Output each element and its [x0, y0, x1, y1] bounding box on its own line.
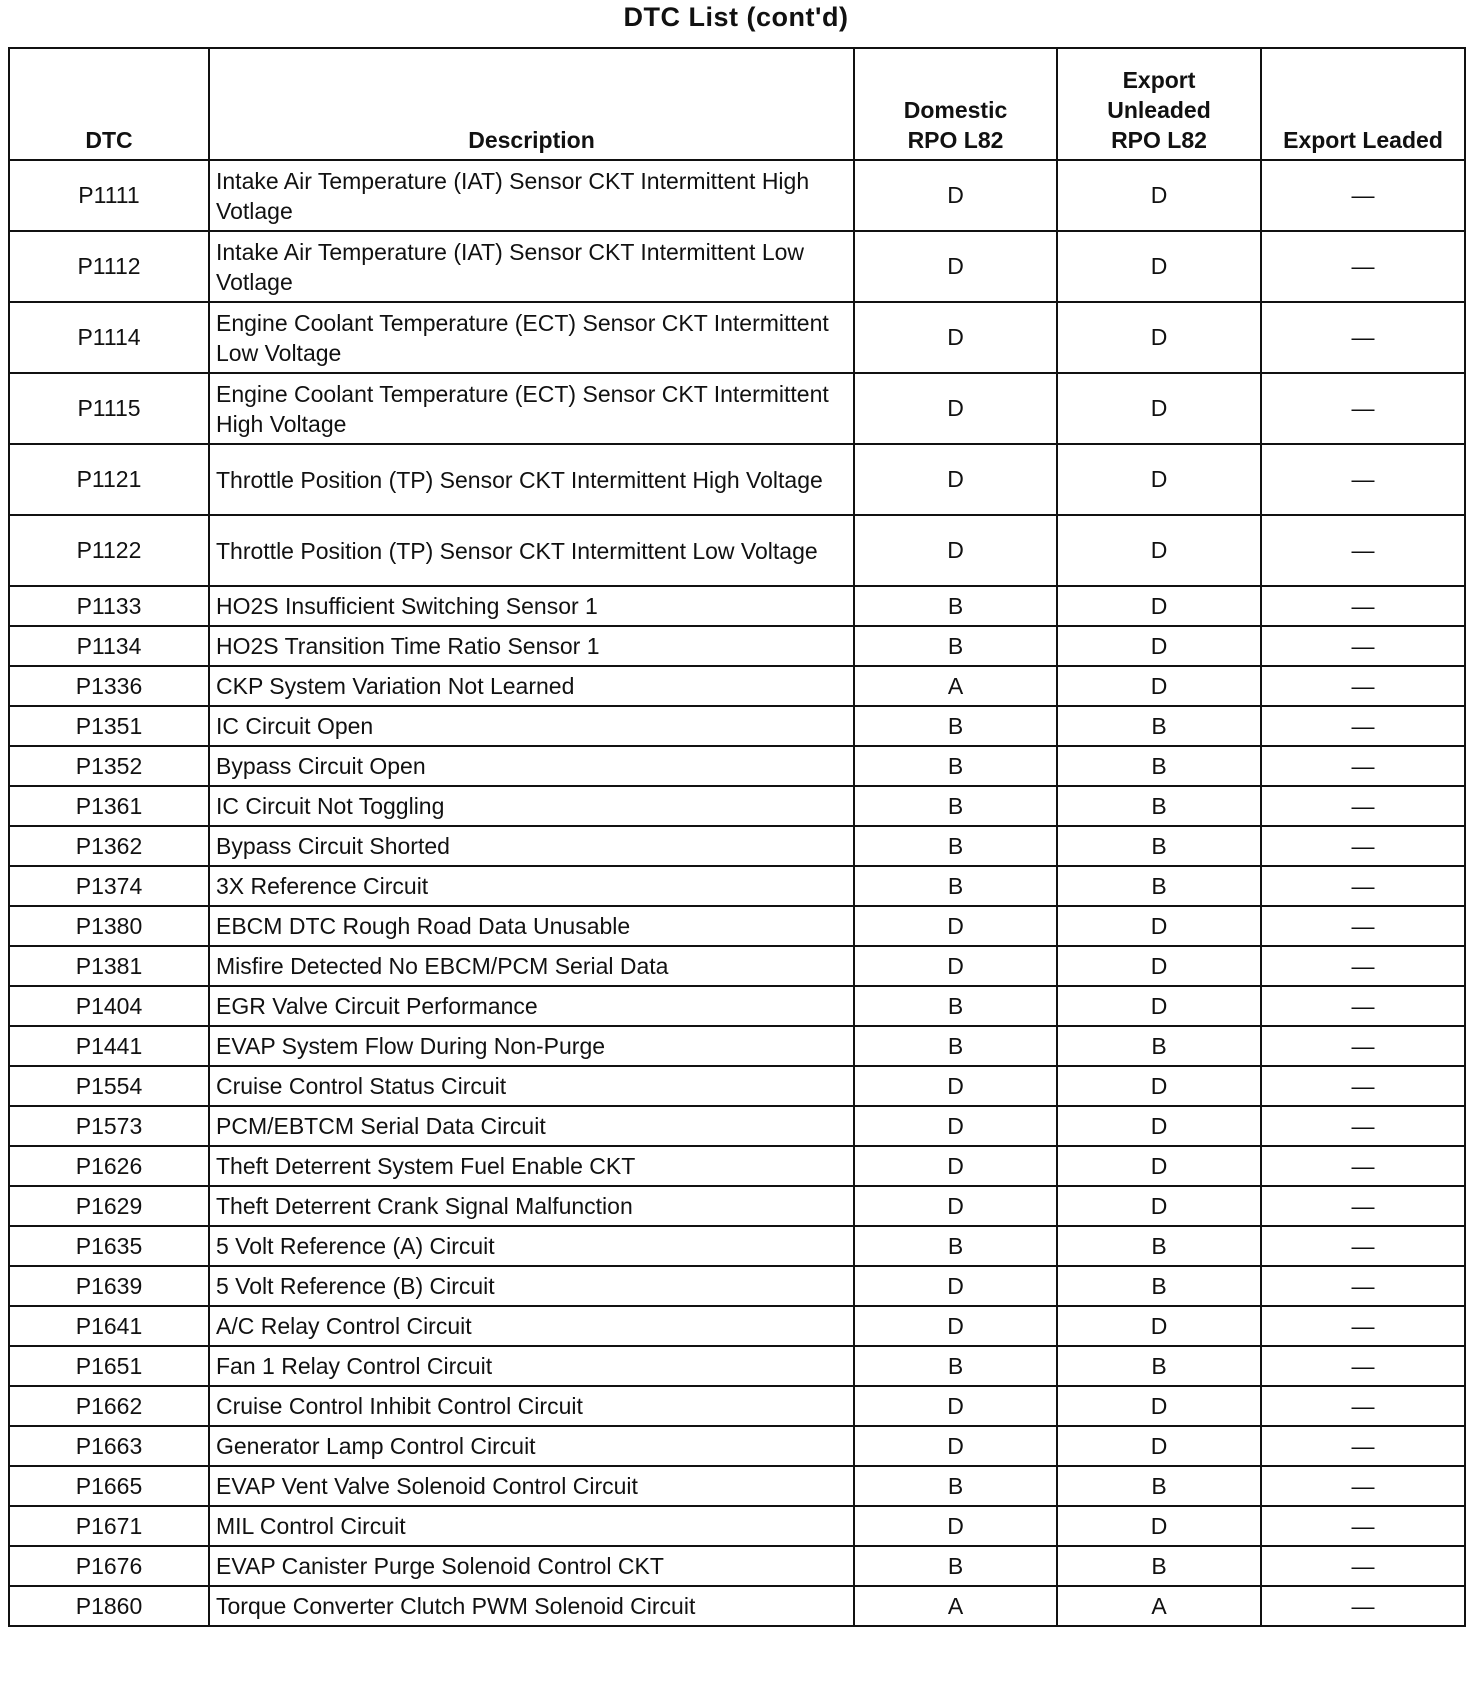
dtc-code-cell: P1651 — [9, 1346, 209, 1386]
dtc-code-cell: P1121 — [9, 444, 209, 515]
export-leaded-cell: — — [1261, 946, 1465, 986]
column-header-export-unleaded: Export Unleaded RPO L82 — [1057, 48, 1261, 160]
description-cell: Theft Deterrent Crank Signal Malfunction — [209, 1186, 854, 1226]
export-leaded-cell: — — [1261, 1026, 1465, 1066]
description-cell: Generator Lamp Control Circuit — [209, 1426, 854, 1466]
table-row — [9, 160, 1465, 231]
table-row — [9, 786, 1465, 826]
domestic-cell: B — [854, 866, 1057, 906]
table-row — [9, 231, 1465, 302]
export-leaded-cell: — — [1261, 986, 1465, 1026]
export-leaded-cell: — — [1261, 626, 1465, 666]
dtc-code-cell: P1662 — [9, 1386, 209, 1426]
export-unleaded-cell: D — [1057, 946, 1261, 986]
export-unleaded-cell: D — [1057, 515, 1261, 586]
description-cell: EBCM DTC Rough Road Data Unusable — [209, 906, 854, 946]
table-row — [9, 373, 1465, 444]
table-row — [9, 1466, 1465, 1506]
export-unleaded-cell: D — [1057, 906, 1261, 946]
table-header-row — [9, 48, 1465, 160]
dtc-code-cell: P1626 — [9, 1146, 209, 1186]
export-unleaded-cell: B — [1057, 746, 1261, 786]
export-unleaded-cell: D — [1057, 231, 1261, 302]
export-leaded-cell: — — [1261, 160, 1465, 231]
export-leaded-cell: — — [1261, 746, 1465, 786]
table-body — [9, 160, 1465, 1626]
dtc-code-cell: P1122 — [9, 515, 209, 586]
dtc-code-cell: P1663 — [9, 1426, 209, 1466]
export-leaded-cell: — — [1261, 231, 1465, 302]
table-row — [9, 706, 1465, 746]
description-cell: Intake Air Temperature (IAT) Sensor CKT Intermittent Low Votlage — [209, 231, 854, 302]
table-row — [9, 1186, 1465, 1226]
table-row — [9, 626, 1465, 666]
export-unleaded-cell: B — [1057, 1226, 1261, 1266]
export-leaded-cell: — — [1261, 906, 1465, 946]
table-row — [9, 866, 1465, 906]
dtc-code-cell: P1635 — [9, 1226, 209, 1266]
domestic-cell: B — [854, 1466, 1057, 1506]
column-header-export-leaded: Export Leaded — [1261, 48, 1465, 160]
export-unleaded-cell: D — [1057, 444, 1261, 515]
table-row — [9, 586, 1465, 626]
domestic-cell: D — [854, 302, 1057, 373]
export-leaded-cell: — — [1261, 302, 1465, 373]
description-cell: Bypass Circuit Open — [209, 746, 854, 786]
description-cell: Engine Coolant Temperature (ECT) Sensor CKT Intermittent Low Voltage — [209, 302, 854, 373]
domestic-cell: D — [854, 515, 1057, 586]
domestic-cell: B — [854, 1546, 1057, 1586]
table-row — [9, 746, 1465, 786]
export-leaded-cell: — — [1261, 373, 1465, 444]
export-unleaded-cell: D — [1057, 1146, 1261, 1186]
dtc-code-cell: P1134 — [9, 626, 209, 666]
table-row — [9, 1506, 1465, 1546]
description-cell: HO2S Insufficient Switching Sensor 1 — [209, 586, 854, 626]
table-row — [9, 906, 1465, 946]
domestic-cell: D — [854, 1106, 1057, 1146]
description-cell: Torque Converter Clutch PWM Solenoid Circuit — [209, 1586, 854, 1626]
dtc-code-cell: P1111 — [9, 160, 209, 231]
export-unleaded-cell: B — [1057, 866, 1261, 906]
export-leaded-cell: — — [1261, 1346, 1465, 1386]
export-leaded-cell: — — [1261, 706, 1465, 746]
export-unleaded-cell: D — [1057, 666, 1261, 706]
domestic-cell: D — [854, 946, 1057, 986]
dtc-code-cell: P1573 — [9, 1106, 209, 1146]
description-cell: Bypass Circuit Shorted — [209, 826, 854, 866]
export-leaded-cell: — — [1261, 1106, 1465, 1146]
description-cell: Throttle Position (TP) Sensor CKT Intermittent Low Voltage — [209, 515, 854, 586]
description-cell: HO2S Transition Time Ratio Sensor 1 — [209, 626, 854, 666]
description-cell: EVAP Canister Purge Solenoid Control CKT — [209, 1546, 854, 1586]
export-leaded-cell: — — [1261, 1506, 1465, 1546]
table-row — [9, 1306, 1465, 1346]
table-row — [9, 1386, 1465, 1426]
domestic-cell: A — [854, 1586, 1057, 1626]
table-row — [9, 1426, 1465, 1466]
export-leaded-cell: — — [1261, 1066, 1465, 1106]
column-header-dtc: DTC — [9, 48, 209, 160]
table-row — [9, 946, 1465, 986]
export-leaded-cell: — — [1261, 1466, 1465, 1506]
domestic-cell: B — [854, 1346, 1057, 1386]
export-unleaded-cell: D — [1057, 160, 1261, 231]
export-unleaded-cell: D — [1057, 626, 1261, 666]
export-leaded-cell: — — [1261, 1186, 1465, 1226]
export-unleaded-cell: B — [1057, 826, 1261, 866]
domestic-cell: B — [854, 626, 1057, 666]
export-unleaded-cell: D — [1057, 986, 1261, 1026]
domestic-cell: D — [854, 160, 1057, 231]
export-leaded-cell: — — [1261, 866, 1465, 906]
dtc-code-cell: P1361 — [9, 786, 209, 826]
domestic-cell: D — [854, 1146, 1057, 1186]
domestic-cell: B — [854, 986, 1057, 1026]
domestic-cell: B — [854, 826, 1057, 866]
table-row — [9, 302, 1465, 373]
description-cell: EGR Valve Circuit Performance — [209, 986, 854, 1026]
dtc-code-cell: P1404 — [9, 986, 209, 1026]
description-cell: Engine Coolant Temperature (ECT) Sensor CKT Intermittent High Voltage — [209, 373, 854, 444]
dtc-table — [8, 47, 1466, 1627]
description-cell: MIL Control Circuit — [209, 1506, 854, 1546]
description-cell: CKP System Variation Not Learned — [209, 666, 854, 706]
description-cell: IC Circuit Not Toggling — [209, 786, 854, 826]
description-cell: 5 Volt Reference (A) Circuit — [209, 1226, 854, 1266]
domestic-cell: D — [854, 906, 1057, 946]
description-cell: EVAP System Flow During Non-Purge — [209, 1026, 854, 1066]
description-cell: Throttle Position (TP) Sensor CKT Intermittent High Voltage — [209, 444, 854, 515]
export-unleaded-cell: D — [1057, 1506, 1261, 1546]
export-leaded-cell: — — [1261, 1146, 1465, 1186]
export-leaded-cell: — — [1261, 1546, 1465, 1586]
dtc-code-cell: P1112 — [9, 231, 209, 302]
description-cell: Cruise Control Inhibit Control Circuit — [209, 1386, 854, 1426]
export-unleaded-cell: B — [1057, 1266, 1261, 1306]
dtc-code-cell: P1115 — [9, 373, 209, 444]
domestic-cell: D — [854, 373, 1057, 444]
dtc-code-cell: P1671 — [9, 1506, 209, 1546]
export-unleaded-cell: B — [1057, 1026, 1261, 1066]
dtc-code-cell: P1380 — [9, 906, 209, 946]
page-title: DTC List (cont'd) — [623, 2, 849, 32]
export-leaded-cell: — — [1261, 1586, 1465, 1626]
export-leaded-cell: — — [1261, 444, 1465, 515]
dtc-code-cell: P1639 — [9, 1266, 209, 1306]
domestic-cell: D — [854, 1186, 1057, 1226]
export-leaded-cell: — — [1261, 515, 1465, 586]
description-cell: Misfire Detected No EBCM/PCM Serial Data — [209, 946, 854, 986]
export-leaded-cell: — — [1261, 1266, 1465, 1306]
description-cell: PCM/EBTCM Serial Data Circuit — [209, 1106, 854, 1146]
export-unleaded-cell: D — [1057, 1106, 1261, 1146]
dtc-code-cell: P1362 — [9, 826, 209, 866]
domestic-cell: D — [854, 444, 1057, 515]
export-unleaded-cell: D — [1057, 1386, 1261, 1426]
export-unleaded-cell: B — [1057, 706, 1261, 746]
table-row — [9, 1266, 1465, 1306]
table-row — [9, 826, 1465, 866]
domestic-cell: D — [854, 1066, 1057, 1106]
export-leaded-cell: — — [1261, 586, 1465, 626]
export-leaded-cell: — — [1261, 826, 1465, 866]
dtc-code-cell: P1629 — [9, 1186, 209, 1226]
table-row — [9, 1026, 1465, 1066]
dtc-code-cell: P1665 — [9, 1466, 209, 1506]
export-unleaded-cell: B — [1057, 1546, 1261, 1586]
table-row — [9, 1546, 1465, 1586]
export-leaded-cell: — — [1261, 1386, 1465, 1426]
dtc-code-cell: P1133 — [9, 586, 209, 626]
description-cell: EVAP Vent Valve Solenoid Control Circuit — [209, 1466, 854, 1506]
export-unleaded-cell: D — [1057, 302, 1261, 373]
dtc-code-cell: P1441 — [9, 1026, 209, 1066]
table-row — [9, 1586, 1465, 1626]
domestic-cell: B — [854, 746, 1057, 786]
export-leaded-cell: — — [1261, 1426, 1465, 1466]
domestic-cell: B — [854, 586, 1057, 626]
description-cell: Theft Deterrent System Fuel Enable CKT — [209, 1146, 854, 1186]
description-cell: A/C Relay Control Circuit — [209, 1306, 854, 1346]
domestic-cell: B — [854, 706, 1057, 746]
export-leaded-cell: — — [1261, 666, 1465, 706]
domestic-cell: D — [854, 231, 1057, 302]
description-cell: Cruise Control Status Circuit — [209, 1066, 854, 1106]
export-unleaded-cell: D — [1057, 1306, 1261, 1346]
export-unleaded-cell: B — [1057, 1346, 1261, 1386]
dtc-code-cell: P1554 — [9, 1066, 209, 1106]
dtc-code-cell: P1641 — [9, 1306, 209, 1346]
export-leaded-cell: — — [1261, 1306, 1465, 1346]
dtc-code-cell: P1114 — [9, 302, 209, 373]
column-header-description: Description — [209, 48, 854, 160]
dtc-code-cell: P1381 — [9, 946, 209, 986]
table-row — [9, 1066, 1465, 1106]
dtc-code-cell: P1336 — [9, 666, 209, 706]
table-row — [9, 986, 1465, 1026]
dtc-code-cell: P1374 — [9, 866, 209, 906]
table-row — [9, 444, 1465, 515]
domestic-cell: D — [854, 1426, 1057, 1466]
dtc-code-cell: P1352 — [9, 746, 209, 786]
export-unleaded-cell: A — [1057, 1586, 1261, 1626]
dtc-code-cell: P1351 — [9, 706, 209, 746]
description-cell: IC Circuit Open — [209, 706, 854, 746]
domestic-cell: D — [854, 1386, 1057, 1426]
table-row — [9, 1346, 1465, 1386]
description-cell: Intake Air Temperature (IAT) Sensor CKT Intermittent High Votlage — [209, 160, 854, 231]
table-row — [9, 666, 1465, 706]
export-unleaded-cell: D — [1057, 373, 1261, 444]
export-unleaded-cell: D — [1057, 1426, 1261, 1466]
description-cell: 3X Reference Circuit — [209, 866, 854, 906]
domestic-cell: A — [854, 666, 1057, 706]
column-header-domestic: Domestic RPO L82 — [854, 48, 1057, 160]
export-unleaded-cell: D — [1057, 1066, 1261, 1106]
export-leaded-cell: — — [1261, 1226, 1465, 1266]
table-row — [9, 1106, 1465, 1146]
table-row — [9, 1146, 1465, 1186]
export-unleaded-cell: B — [1057, 786, 1261, 826]
dtc-code-cell: P1860 — [9, 1586, 209, 1626]
export-leaded-cell: — — [1261, 786, 1465, 826]
domestic-cell: D — [854, 1266, 1057, 1306]
domestic-cell: B — [854, 786, 1057, 826]
export-unleaded-cell: D — [1057, 586, 1261, 626]
description-cell: 5 Volt Reference (B) Circuit — [209, 1266, 854, 1306]
description-cell: Fan 1 Relay Control Circuit — [209, 1346, 854, 1386]
dtc-code-cell: P1676 — [9, 1546, 209, 1586]
domestic-cell: B — [854, 1026, 1057, 1066]
table-row — [9, 515, 1465, 586]
export-unleaded-cell: D — [1057, 1186, 1261, 1226]
domestic-cell: D — [854, 1306, 1057, 1346]
domestic-cell: B — [854, 1226, 1057, 1266]
export-unleaded-cell: B — [1057, 1466, 1261, 1506]
table-row — [9, 1226, 1465, 1266]
domestic-cell: D — [854, 1506, 1057, 1546]
